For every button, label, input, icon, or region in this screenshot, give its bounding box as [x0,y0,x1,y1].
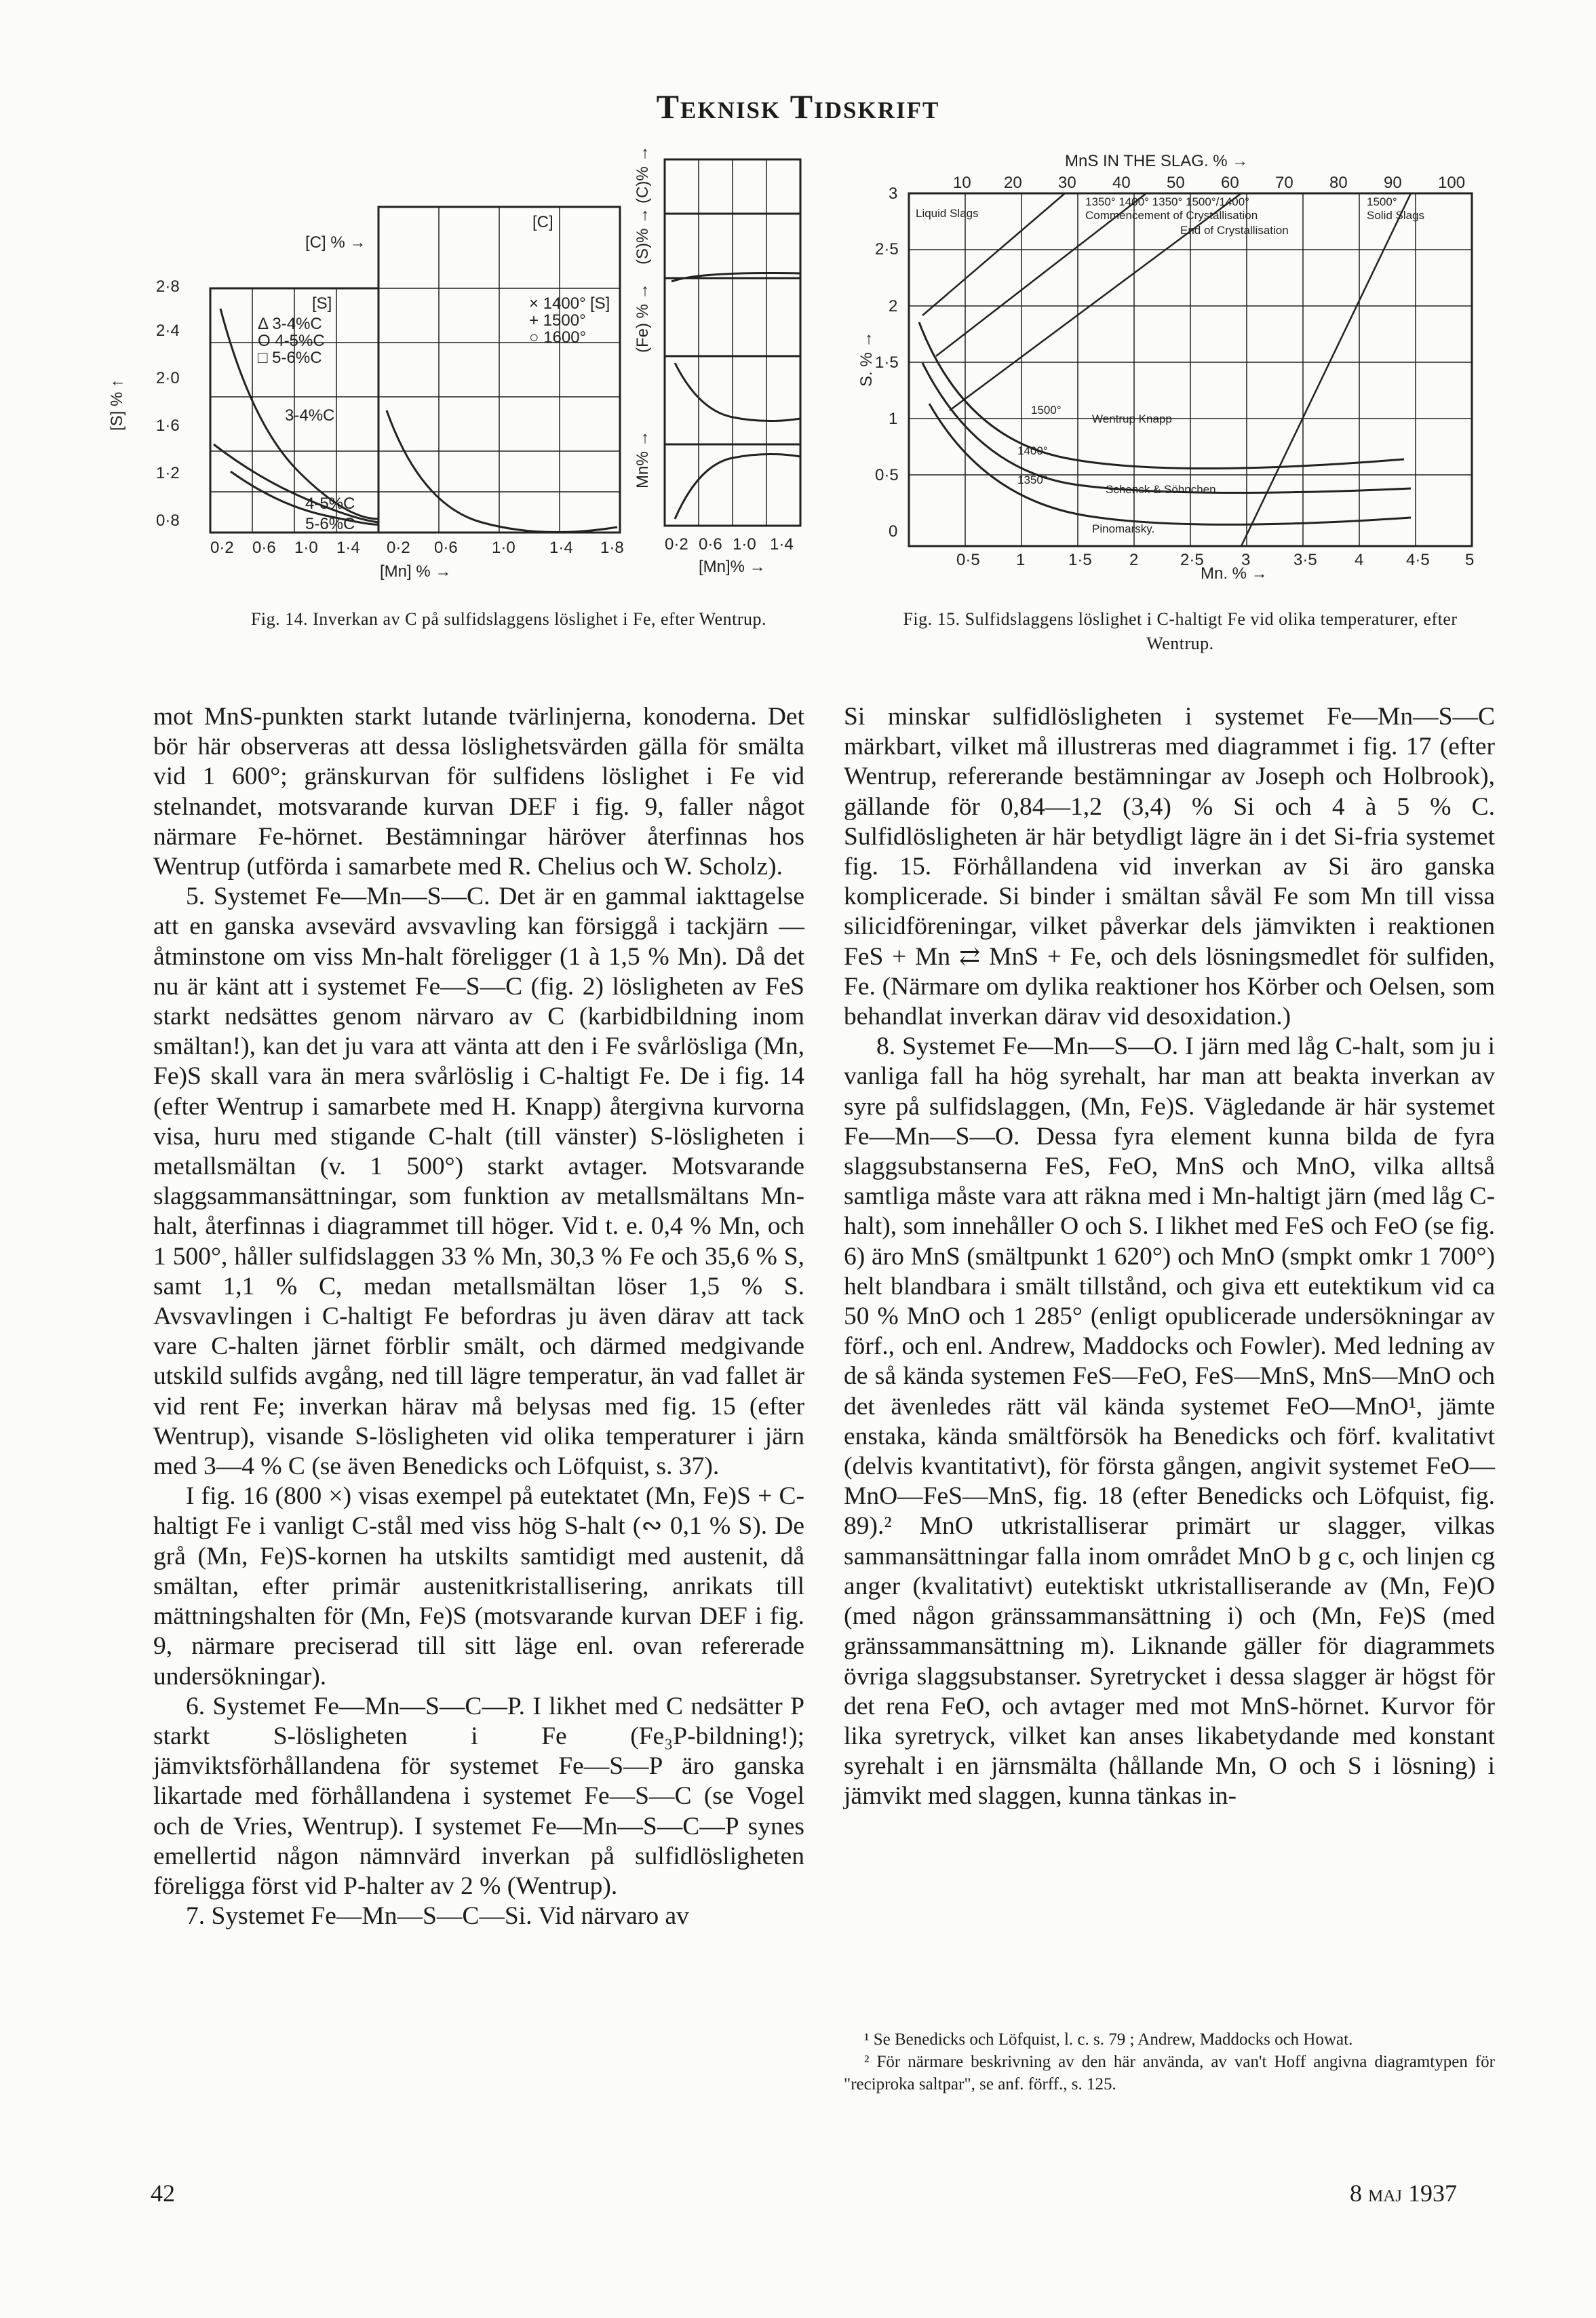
right-column [844,702,1495,1812]
x-axis-label: [Mn] % → [380,562,452,581]
x-tick: 0·2 [387,539,410,557]
paragraph: 7. Systemet Fe—Mn—S—C—Si. Vid närvaro av [186,1902,689,1931]
y-tick: 1·6 [156,417,180,435]
top-tick: 80 [1329,174,1348,192]
y-tick: 3 [889,185,898,203]
x-tick: 1·0 [294,539,318,557]
annotation: Solid Slags [1367,209,1425,222]
annotation: 1500° [1367,195,1397,208]
annotation: 1350° 1400° 1350° 1500°/1400° [1085,195,1249,208]
legend-item: □ 5-6%C [258,349,322,367]
panel-label: (S)% → [634,208,652,265]
paragraph: 8. Systemet Fe—Mn—S—O. I järn med låg C-halt, som ju i vanliga fall ha hög syrehalt, har man att beakta inverkan av syre på sulfidslaggen, (Mn, Fe)S. Vägledande är här systemet Fe—Mn—S—O. Dessa fyra element kunna bilda de fyra slaggsubstanserna FeS, FeO, MnS och MnO, vilka alltså samtliga måste vara att räkna med i Mn-haltigt järn (med låg C-halt), som innehåller O och S. I likhet med FeS och FeO (se fig. 6) äro MnS (smältpunkt 1 620°) och MnO (smpkt omkr 1 700°) helt blandbara i smält tillstånd, och giva ett eutektikum vid ca 50 % MnO och 1 285° (enligt opublicerade undersökningar av förf., och enl. Andrew, Maddocks och Fowler). Med ledning av de så kända systemen FeS—FeO, FeS—MnS, MnS—MnO och det ävenledes rätt väl kända systemet FeO—MnO¹, jämte enstaka, kända smältförsök ha Benedicks och förf. kvalitativt (delvis kvantitativt), för första gången, angivit systemet FeO—MnO—FeS—MnS, fig. 18 (efter Benedicks och Löfquist, fig. 89).² MnO utkristalliserar primärt ur slagger, vilkas sammansättningar falla inom området MnO b g c, och linjen cg anger (kvalitativt) eutektiskt utkristalliserande av (Mn, Fe)O (med någon gränssammansättning i) och (Mn, Fe)S (med gränssammansättning m). Liknande gäller för diagrammets övriga slaggsubstanser. Syretrycket i dessa slagger är högst för det rena FeO, och avtager med mot MnS-hörnet. Kurvor för lika syretryck, vilket kan anses likabetydande med konstant syrehalt i en järnsmälta (hållande Mn, O och S i lösning) i jämvikt med slaggen, kunna tänkas in- [844,1032,1495,1811]
y-tick: 2·5 [875,240,899,258]
top-tick: 50 [1167,174,1185,192]
panel-label: (C)% → [634,145,652,204]
legend-item: Δ 3-4%C [258,315,322,333]
annotation: Wentrup Knapp [1092,412,1172,425]
paragraph: mot MnS-punkten starkt lutande tvärlinjerna, konoderna. Det bör här observeras att dessa löslighetsvärden gälla för smälta vid 1 600°; gränskurvan för sulfidens löslighet i Fe vid stelnandet, motsvarande kurvan DEF i fig. 9, faller något närmare Fe-hörnet. Bestämningar häröver återfinnas hos Wentrup (utförda i samarbete med R. Chelius och W. Scholz). [153,703,804,881]
y-tick: 0·5 [875,466,899,484]
x-tick: 1·0 [733,535,756,554]
top-tick: 40 [1112,174,1131,192]
x-axis-label: [Mn]% → [699,558,766,576]
x-tick: 0·6 [252,539,276,557]
annotation: Schenck & Söhnchen [1106,483,1216,496]
y-tick: 2·4 [156,322,180,340]
x-tick: 0·2 [665,535,688,554]
y-tick: 1 [889,410,898,428]
page-number: 42 [151,2180,175,2207]
paragraph: Si minskar sulfidlösligheten i systemet Fe—Mn—S—C märkbart, vilket må illustreras med diagrammet i fig. 17 (efter Wentrup, refererande bestämningar av Joseph och Holbrook), gällande för 0,84—1,2 (3,4) % Si och 4 à 5 % C. Sulfidlösligheten är här betydligt lägre än i det Si-fria systemet fig. 15. Förhållandena vid inverkan av Si äro ganska komplicerade. Si binder i smältan såväl Fe som Mn till vissa silicidföreningar, vilket påverkar dels jämvikten i reaktionen FeS + Mn ⇄ MnS + Fe, och dels lösningsmedlet för sulfiden, Fe. (Närmare om dylika reaktioner hos Körber och Oelsen, som behandlat inverkan därav vid desoxidation.) [844,703,1495,1031]
figure-14-plot [102,145,814,587]
panel-label: (Fe) % → [634,283,652,353]
panel-label: Mn% → [634,430,652,488]
annotation: Liquid Slags [916,207,979,220]
x-tick: 1·4 [770,535,794,554]
x-tick: 1·5 [1068,551,1092,569]
figure-14 [102,145,814,587]
x-tick: 0·5 [956,551,980,569]
y-tick: 1·2 [156,464,180,482]
x-tick: 0·2 [210,539,234,557]
legend-item: × 1400° [529,294,586,313]
top-axis-title: MnS IN THE SLAG. % → [1065,152,1249,170]
y-axis-label: S. % → [857,331,876,387]
x-tick: 3·5 [1293,551,1317,569]
x-tick: 0·6 [434,539,458,557]
top-tick: 70 [1275,174,1293,192]
x-tick: 5 [1465,551,1475,569]
top-tick: 60 [1221,174,1239,192]
y-tick: 0·8 [156,511,180,530]
x-tick: 1·4 [549,539,573,557]
corner-mark: [S] [590,294,610,313]
x-tick: 1·8 [600,539,624,557]
paragraph: 5. Systemet Fe—Mn—S—C. Det är en gammal iakttagelse att en ganska avsevärd avsvavling kan försiggå i tackjärn — åtminstone om viss Mn-halt föreligger (1 à 1,5 % Mn). Då det nu är känt att i systemet Fe—S—C (fig. 2) lösligheten av FeS starkt nedsättes genom närvaro av C (karbidbildning inom smältan!), kan det ju vara att vänta att den i Fe svårlösliga (Mn, Fe)S skall vara än mera svårlöslig i C-haltigt Fe. De i fig. 14 (efter Wentrup i samarbete med H. Knapp) återgivna kurvorna visa, huru med stigande C-halt (till vänster) S-lösligheten i metallsmältan (v. 1 500°) starkt avtager. Motsvarande slaggsammansättningar, som funktion av metallsmältans Mn-halt, återfinnas i diagrammet till höger. Vid t. e. 0,4 % Mn, och 1 500°, håller sulfidslaggen 33 % Mn, 30,3 % Fe och 35,6 % S, samt 1,1 % C, medan metallsmältan löser 1,5 % S. Avsvavlingen i C-haltigt Fe befordras ju även därav att tack vare C-halten järnet förblir smält, och därmed medgivande utskild sulfids avgång, ned till lägre temperatur, än vad fallet är vid rent Fe; inverkan härav må belysas med fig. 15 (efter Wentrup), visande S-lösligheten vid olika temperaturer i järn med 3—4 % C (se även Benedicks och Löfquist, s. 37). [153,883,804,1481]
y-tick: 2·0 [156,369,180,387]
x-tick: 2·5 [1180,551,1204,569]
y-tick: 1·5 [875,353,899,372]
paragraph: I fig. 16 (800 ×) visas exempel på eutektatet (Mn, Fe)S + C-haltigt Fe i vanligt C-stål med viss hög S-halt (∾ 0,1 % S). De grå (Mn, Fe)S-kornen ha utskilts samtidigt med austenit, då smältan, efter primär austenitkristallisering, anrikats till mättningshalten för (Mn, Fe)S (motsvarande kurvan DEF i fig. 9, närmare preciserad till sitt läge enl. ovan refererade undersökningar). [153,1482,804,1691]
x-tick: 3 [1241,551,1251,569]
footnote: ¹ Se Benedicks och Löfquist, l. c. s. 79 ; Andrew, Maddocks och Howat. [864,2030,1353,2049]
footnotes [844,2028,1495,2095]
x-tick: 4·5 [1406,551,1430,569]
x-tick: 1·4 [336,539,360,557]
top-tick: 100 [1438,174,1466,192]
annotation: Commencement of Crystallisation [1085,209,1258,222]
x-tick: 1·0 [492,539,515,557]
legend-item: + 1500° [529,311,586,330]
paragraph: 6. Systemet Fe—Mn—S—C—P. I likhet med C nedsätter P starkt S-lösligheten i Fe (Fe₃P-bildning!); jämviktsförhållandena för systemet Fe—S—P äro ganska likartade med förhållandena i systemet Fe—S—C (se Vogel och de Vries, Wentrup). I systemet Fe—Mn—S—C—P synes emellertid någon nämnvärd inverkan på sulfidlösligheten föreligga först vid P-halter av 2 % (Wentrup). [153,1692,804,1900]
left-column [153,702,804,1931]
y-tick: 2 [889,297,898,315]
journal-title: Teknisk Tidskrift [656,88,940,125]
annotation: 1350° [1017,474,1048,486]
figure-15-plot [857,152,1499,583]
curve-label: 3-4%C [285,406,335,425]
annotation: 1500° [1031,404,1062,417]
y-axis-label: [S] % ↑ [108,379,126,431]
corner-mark: [C] [532,213,553,231]
legend-item: O 4-5%C [258,332,325,350]
curve-label: 5-6%C [305,515,355,533]
figure-15 [857,152,1499,583]
annotation: 1400° [1017,444,1048,457]
c-axis-label: [C] % → [305,233,366,252]
annotation: End of Crystallisation [1180,224,1289,237]
x-tick: 0·6 [699,535,722,554]
top-tick: 10 [953,174,971,192]
footnote: ² För närmare beskrivning av den här använda, av van't Hoff angivna diagramtypen för "reciproka saltpar", se anf. förff., s. 125. [844,2053,1495,2093]
y-tick: 2·8 [156,277,180,296]
x-tick: 1 [1016,551,1026,569]
x-tick: 4 [1355,551,1364,569]
x-tick: 2 [1129,551,1139,569]
issue-date: 8 maj 1937 [1350,2180,1458,2207]
top-tick: 90 [1384,174,1402,192]
legend-item: ○ 1600° [529,328,587,347]
figure-15-caption: Fig. 15. Sulfidslaggens löslighet i C-haltigt Fe vid olika temperaturer, efter Wentrup. [903,609,1458,653]
figure-14-caption: Fig. 14. Inverkan av C på sulfidslaggens löslighet i Fe, efter Wentrup. [250,609,767,629]
curve-label: 4-5%C [305,495,355,513]
top-tick: 30 [1058,174,1076,192]
x-axis-label: Mn. % → [1201,564,1268,583]
corner-mark: [S] [312,294,332,313]
y-tick: 0 [889,522,898,541]
top-tick: 20 [1004,174,1022,192]
annotation: Pinomarsky. [1092,522,1155,535]
